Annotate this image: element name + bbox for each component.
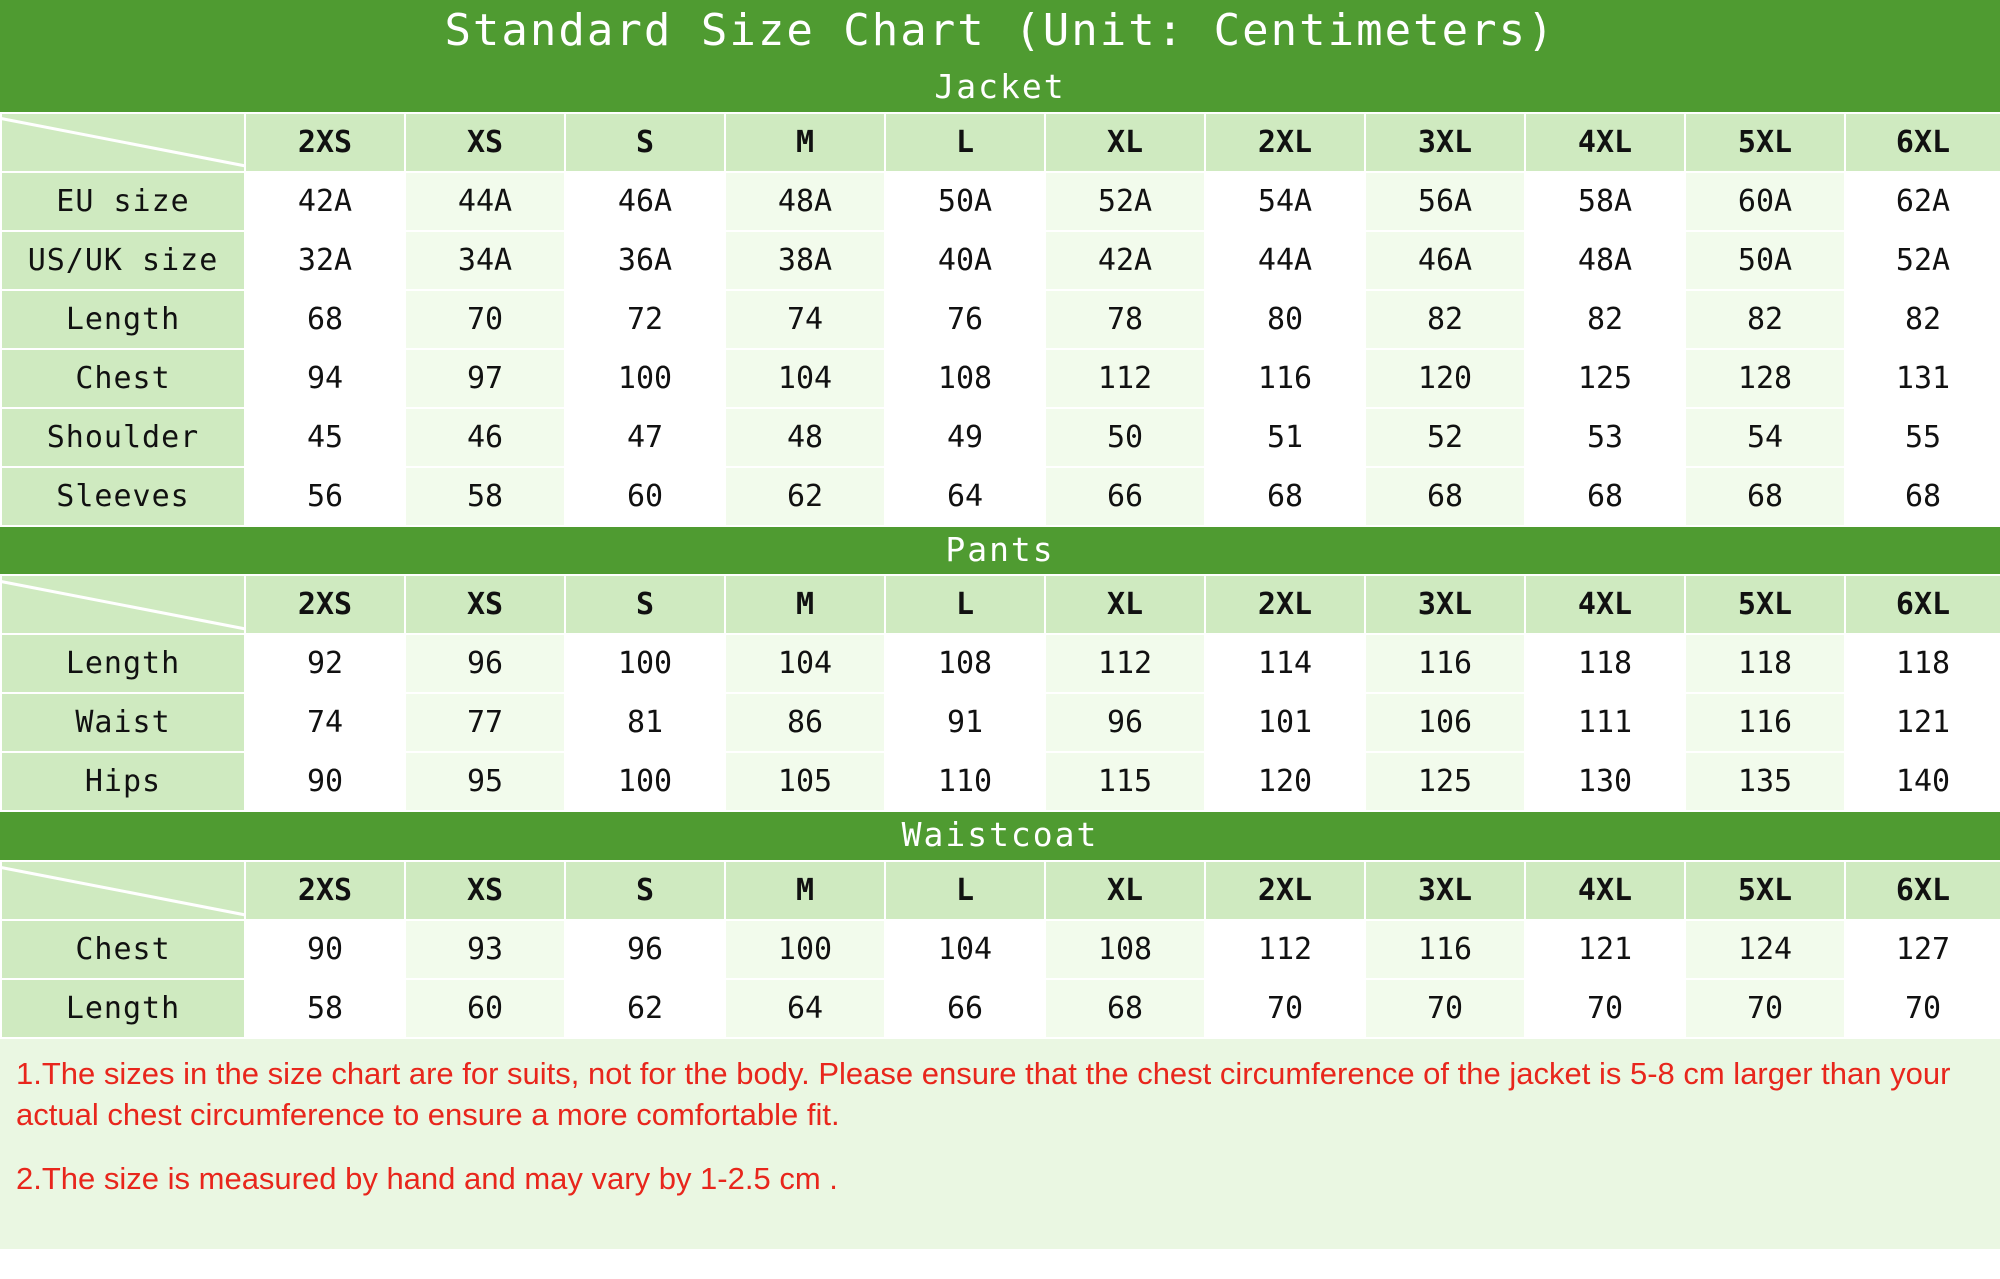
cell: 52A xyxy=(1045,172,1205,231)
cell: 72 xyxy=(565,290,725,349)
cell: 68 xyxy=(1365,467,1525,526)
jacket-size-table xyxy=(0,112,2000,527)
cell: 36A xyxy=(565,231,725,290)
cell: 114 xyxy=(1205,634,1365,693)
row-header: US/UK size xyxy=(1,231,245,290)
cell: 80 xyxy=(1205,290,1365,349)
row-header: Chest xyxy=(1,349,245,408)
cell: 120 xyxy=(1205,752,1365,811)
col-header: 2XS xyxy=(245,575,405,634)
page-title: Standard Size Chart (Unit: Centimeters) xyxy=(0,0,2000,64)
col-header: M xyxy=(725,575,885,634)
cell: 93 xyxy=(405,920,565,979)
col-header: XS xyxy=(405,575,565,634)
table-row xyxy=(1,467,2000,526)
cell: 68 xyxy=(1525,467,1685,526)
cell: 46A xyxy=(1365,231,1525,290)
waistcoat-size-table xyxy=(0,860,2000,1039)
cell: 81 xyxy=(565,693,725,752)
cell: 111 xyxy=(1525,693,1685,752)
corner-cell xyxy=(1,861,245,920)
cell: 47 xyxy=(565,408,725,467)
cell: 127 xyxy=(1845,920,2000,979)
table-row xyxy=(1,290,2000,349)
cell: 56 xyxy=(245,467,405,526)
cell: 68 xyxy=(1845,467,2000,526)
cell: 42A xyxy=(245,172,405,231)
table-row xyxy=(1,408,2000,467)
cell: 62 xyxy=(725,467,885,526)
cell: 130 xyxy=(1525,752,1685,811)
cell: 68 xyxy=(1685,467,1845,526)
cell: 82 xyxy=(1845,290,2000,349)
cell: 45 xyxy=(245,408,405,467)
cell: 68 xyxy=(1205,467,1365,526)
cell: 121 xyxy=(1525,920,1685,979)
cell: 62A xyxy=(1845,172,2000,231)
corner-cell xyxy=(1,113,245,172)
cell: 118 xyxy=(1845,634,2000,693)
cell: 74 xyxy=(725,290,885,349)
cell: 128 xyxy=(1685,349,1845,408)
row-header: Sleeves xyxy=(1,467,245,526)
section-title-jacket: Jacket xyxy=(0,64,2000,112)
cell: 77 xyxy=(405,693,565,752)
cell: 44A xyxy=(1205,231,1365,290)
table-row xyxy=(1,693,2000,752)
cell: 54A xyxy=(1205,172,1365,231)
section-title-pants: Pants xyxy=(0,527,2000,575)
cell: 68 xyxy=(245,290,405,349)
row-header: Length xyxy=(1,979,245,1038)
col-header: S xyxy=(565,113,725,172)
row-header: Chest xyxy=(1,920,245,979)
cell: 66 xyxy=(1045,467,1205,526)
cell: 64 xyxy=(725,979,885,1038)
cell: 108 xyxy=(885,634,1045,693)
cell: 40A xyxy=(885,231,1045,290)
cell: 64 xyxy=(885,467,1045,526)
cell: 124 xyxy=(1685,920,1845,979)
cell: 76 xyxy=(885,290,1045,349)
table-row xyxy=(1,231,2000,290)
col-header: 5XL xyxy=(1685,575,1845,634)
col-header: XL xyxy=(1045,113,1205,172)
cell: 58 xyxy=(405,467,565,526)
cell: 95 xyxy=(405,752,565,811)
cell: 58A xyxy=(1525,172,1685,231)
cell: 121 xyxy=(1845,693,2000,752)
col-header: XL xyxy=(1045,861,1205,920)
col-header: 6XL xyxy=(1845,861,2000,920)
cell: 70 xyxy=(1205,979,1365,1038)
cell: 78 xyxy=(1045,290,1205,349)
cell: 90 xyxy=(245,920,405,979)
cell: 53 xyxy=(1525,408,1685,467)
table-row xyxy=(1,349,2000,408)
cell: 112 xyxy=(1045,634,1205,693)
row-header: Length xyxy=(1,290,245,349)
col-header: 3XL xyxy=(1365,861,1525,920)
table-header-row xyxy=(1,575,2000,634)
cell: 116 xyxy=(1365,920,1525,979)
note-2: 2.The size is measured by hand and may vary by 1-2.5 cm . xyxy=(16,1160,838,1196)
cell: 116 xyxy=(1685,693,1845,752)
cell: 32A xyxy=(245,231,405,290)
cell: 66 xyxy=(885,979,1045,1038)
table-row xyxy=(1,752,2000,811)
cell: 106 xyxy=(1365,693,1525,752)
bottom-spacer xyxy=(0,1209,2000,1249)
cell: 116 xyxy=(1365,634,1525,693)
cell: 74 xyxy=(245,693,405,752)
cell: 108 xyxy=(1045,920,1205,979)
cell: 101 xyxy=(1205,693,1365,752)
cell: 118 xyxy=(1685,634,1845,693)
col-header: L xyxy=(885,861,1045,920)
cell: 48 xyxy=(725,408,885,467)
col-header: M xyxy=(725,861,885,920)
cell: 42A xyxy=(1045,231,1205,290)
col-header: S xyxy=(565,861,725,920)
cell: 135 xyxy=(1685,752,1845,811)
col-header: XS xyxy=(405,861,565,920)
cell: 34A xyxy=(405,231,565,290)
cell: 70 xyxy=(1845,979,2000,1038)
cell: 50A xyxy=(885,172,1045,231)
cell: 56A xyxy=(1365,172,1525,231)
table-row xyxy=(1,920,2000,979)
cell: 82 xyxy=(1685,290,1845,349)
cell: 100 xyxy=(565,634,725,693)
cell: 120 xyxy=(1365,349,1525,408)
cell: 82 xyxy=(1525,290,1685,349)
diagonal-divider-icon xyxy=(1,578,245,635)
cell: 52A xyxy=(1845,231,2000,290)
cell: 50 xyxy=(1045,408,1205,467)
cell: 51 xyxy=(1205,408,1365,467)
cell: 97 xyxy=(405,349,565,408)
cell: 52 xyxy=(1365,408,1525,467)
cell: 68 xyxy=(1045,979,1205,1038)
cell: 60A xyxy=(1685,172,1845,231)
cell: 49 xyxy=(885,408,1045,467)
cell: 112 xyxy=(1205,920,1365,979)
row-header: Waist xyxy=(1,693,245,752)
col-header: L xyxy=(885,113,1045,172)
row-header: Length xyxy=(1,634,245,693)
table-row xyxy=(1,634,2000,693)
row-header: EU size xyxy=(1,172,245,231)
table-row xyxy=(1,172,2000,231)
col-header: 3XL xyxy=(1365,113,1525,172)
cell: 44A xyxy=(405,172,565,231)
cell: 54 xyxy=(1685,408,1845,467)
col-header: 2XL xyxy=(1205,575,1365,634)
notes-section xyxy=(0,1039,2000,1209)
table-header-row xyxy=(1,113,2000,172)
cell: 70 xyxy=(405,290,565,349)
cell: 118 xyxy=(1525,634,1685,693)
cell: 55 xyxy=(1845,408,2000,467)
diagonal-divider-icon xyxy=(1,115,245,172)
cell: 104 xyxy=(885,920,1045,979)
cell: 48A xyxy=(725,172,885,231)
cell: 96 xyxy=(565,920,725,979)
cell: 125 xyxy=(1525,349,1685,408)
cell: 105 xyxy=(725,752,885,811)
pants-size-table xyxy=(0,574,2000,812)
cell: 58 xyxy=(245,979,405,1038)
cell: 94 xyxy=(245,349,405,408)
col-header: 4XL xyxy=(1525,113,1685,172)
col-header: 2XS xyxy=(245,113,405,172)
cell: 104 xyxy=(725,634,885,693)
cell: 70 xyxy=(1685,979,1845,1038)
corner-cell xyxy=(1,575,245,634)
cell: 125 xyxy=(1365,752,1525,811)
cell: 116 xyxy=(1205,349,1365,408)
col-header: XS xyxy=(405,113,565,172)
cell: 70 xyxy=(1525,979,1685,1038)
cell: 46A xyxy=(565,172,725,231)
cell: 38A xyxy=(725,231,885,290)
col-header: 4XL xyxy=(1525,575,1685,634)
cell: 115 xyxy=(1045,752,1205,811)
row-header: Shoulder xyxy=(1,408,245,467)
col-header: 4XL xyxy=(1525,861,1685,920)
col-header: 3XL xyxy=(1365,575,1525,634)
cell: 90 xyxy=(245,752,405,811)
cell: 110 xyxy=(885,752,1045,811)
col-header: 6XL xyxy=(1845,113,2000,172)
cell: 91 xyxy=(885,693,1045,752)
table-row xyxy=(1,979,2000,1038)
col-header: 2XS xyxy=(245,861,405,920)
cell: 100 xyxy=(725,920,885,979)
cell: 96 xyxy=(405,634,565,693)
col-header: 5XL xyxy=(1685,861,1845,920)
cell: 62 xyxy=(565,979,725,1038)
col-header: 2XL xyxy=(1205,861,1365,920)
cell: 112 xyxy=(1045,349,1205,408)
col-header: M xyxy=(725,113,885,172)
table-header-row xyxy=(1,861,2000,920)
cell: 108 xyxy=(885,349,1045,408)
cell: 104 xyxy=(725,349,885,408)
col-header: 6XL xyxy=(1845,575,2000,634)
cell: 48A xyxy=(1525,231,1685,290)
section-title-waistcoat: Waistcoat xyxy=(0,812,2000,860)
cell: 100 xyxy=(565,349,725,408)
cell: 50A xyxy=(1685,231,1845,290)
col-header: L xyxy=(885,575,1045,634)
note-1: 1.The sizes in the size chart are for suits, not for the body. Please ensure that the chest circumference of the jacket is 5-8 cm larger than your actual chest circumference to ensure a more comfortable fit. xyxy=(16,1056,1951,1133)
cell: 92 xyxy=(245,634,405,693)
row-header: Hips xyxy=(1,752,245,811)
cell: 60 xyxy=(405,979,565,1038)
cell: 140 xyxy=(1845,752,2000,811)
col-header: 2XL xyxy=(1205,113,1365,172)
cell: 70 xyxy=(1365,979,1525,1038)
diagonal-divider-icon xyxy=(1,863,245,920)
cell: 86 xyxy=(725,693,885,752)
cell: 82 xyxy=(1365,290,1525,349)
col-header: 5XL xyxy=(1685,113,1845,172)
col-header: S xyxy=(565,575,725,634)
cell: 96 xyxy=(1045,693,1205,752)
cell: 46 xyxy=(405,408,565,467)
cell: 60 xyxy=(565,467,725,526)
cell: 131 xyxy=(1845,349,2000,408)
col-header: XL xyxy=(1045,575,1205,634)
cell: 100 xyxy=(565,752,725,811)
